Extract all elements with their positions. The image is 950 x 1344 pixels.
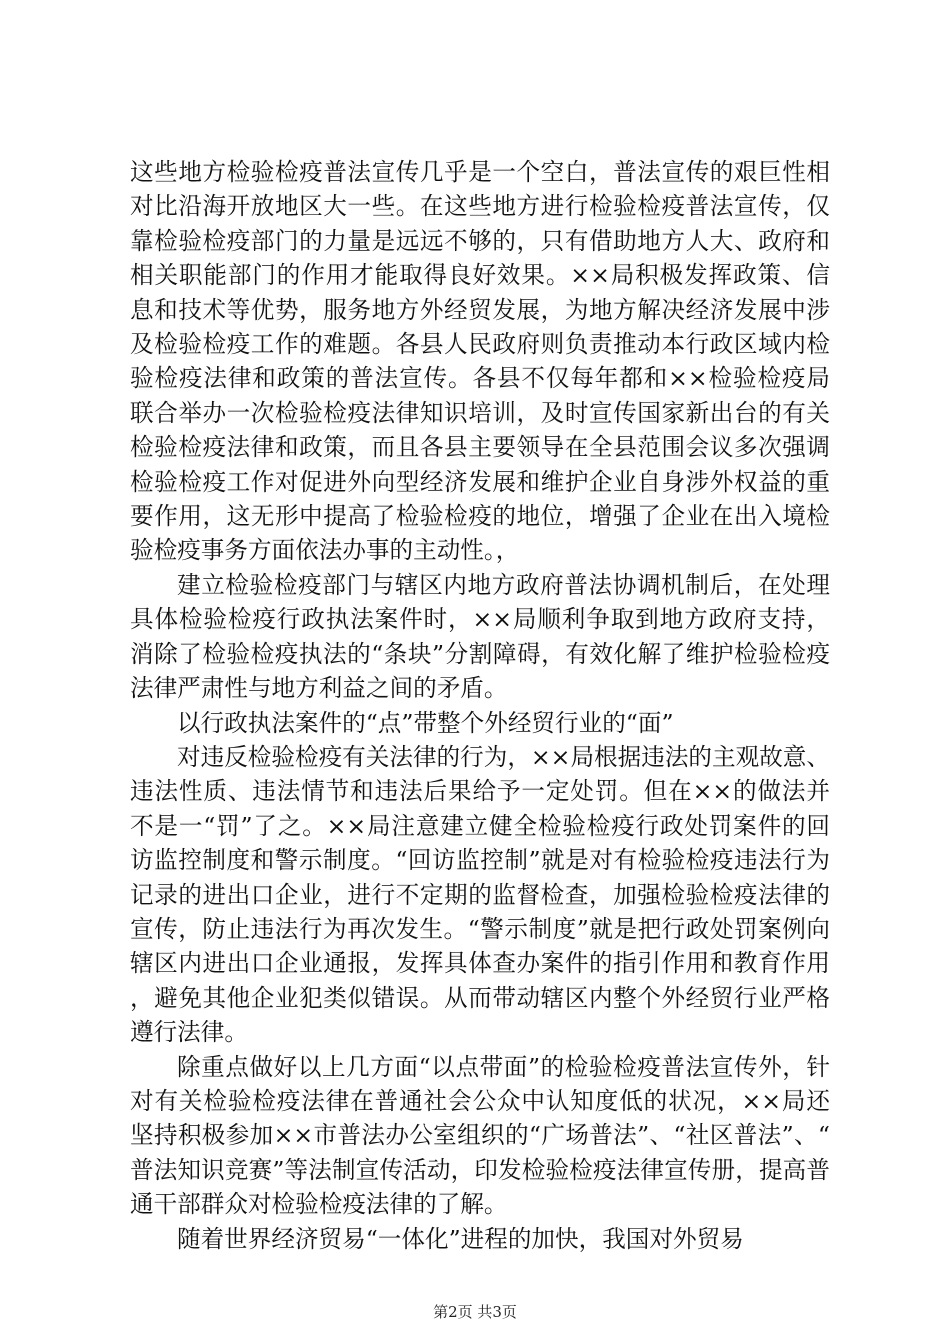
paragraph-penalty-system: 对违反检验检疫有关法律的行为，××局根据违法的主观故意、违法性质、违法情节和违法后果给予一定处罚。但在××的做法并不是一“罚”了之。××局注意建立健全检验检疫行政处罚案件的回访监控制度和警示制度。“回访监控制”就是对有检验检疫违法行为记录的进出口企业，进行不定期的监督检查，加强检验检疫法律的宣传，防止违法行为再次发生。“警示制度”就是把行政处罚案例向辖区内进出口企业通报，发挥具体查办案件的指引作用和教育作用，避免其他企业犯类似错误。从而带动辖区内整个外经贸行业严格遵行法律。 [130,742,830,1047]
page-footer: 第2页 共3页 [433,1303,517,1321]
document-body [130,155,830,1256]
paragraph-continued: 这些地方检验检疫普法宣传几乎是一个空白，普法宣传的艰巨性相对比沿海开放地区大一些。在这些地方进行检验检疫普法宣传，仅靠检验检疫部门的力量是远远不够的，只有借助地方人大、政府和相关职能部门的作用才能取得良好效果。××局积极发挥政策、信息和技术等优势，服务地方外经贸发展，为地方解决经济发展中涉及检验检疫工作的难题。各县人民政府则负责推动本行政区域内检验检疫法律和政策的普法宣传。各县不仅每年都和××检验检疫局联合举办一次检验检疫法律知识培训，及时宣传国家新出台的有关检验检疫法律和政策，而且各县主要领导在全县范围会议多次强调检验检疫工作对促进外向型经济发展和维护企业自身涉外权益的重要作用，这无形中提高了检验检疫的地位，增强了企业在出入境检验检疫事务方面依法办事的主动性。， [130,158,830,565]
paragraph-coordination-mechanism: 建立检验检疫部门与辖区内地方政府普法协调机制后，在处理具体检验检疫行政执法案件时，××局顺利争取到地方政府支持，消除了检验检疫执法的“条块”分割障碍，有效化解了维护检验检疫法律严肃性与地方利益之间的矛盾。 [130,570,830,703]
paragraph-trade-integration: 随着世界经济贸易“一体化”进程的加快，我国对外贸易 [177,1224,744,1253]
section-heading: 以行政执法案件的“点”带整个外经贸行业的“面” [177,708,674,737]
paragraph-public-outreach: 除重点做好以上几方面“以点带面”的检验检疫普法宣传外，针对有关检验检疫法律在普通社会公众中认知度低的状况，××局还坚持积极参加××市普法办公室组织的“广场普法”、“社区普法”、“普法知识竞赛”等法制宣传活动，印发检验检疫法律宣传册，提高普通干部群众对检验检疫法律的了解。 [130,1052,830,1219]
